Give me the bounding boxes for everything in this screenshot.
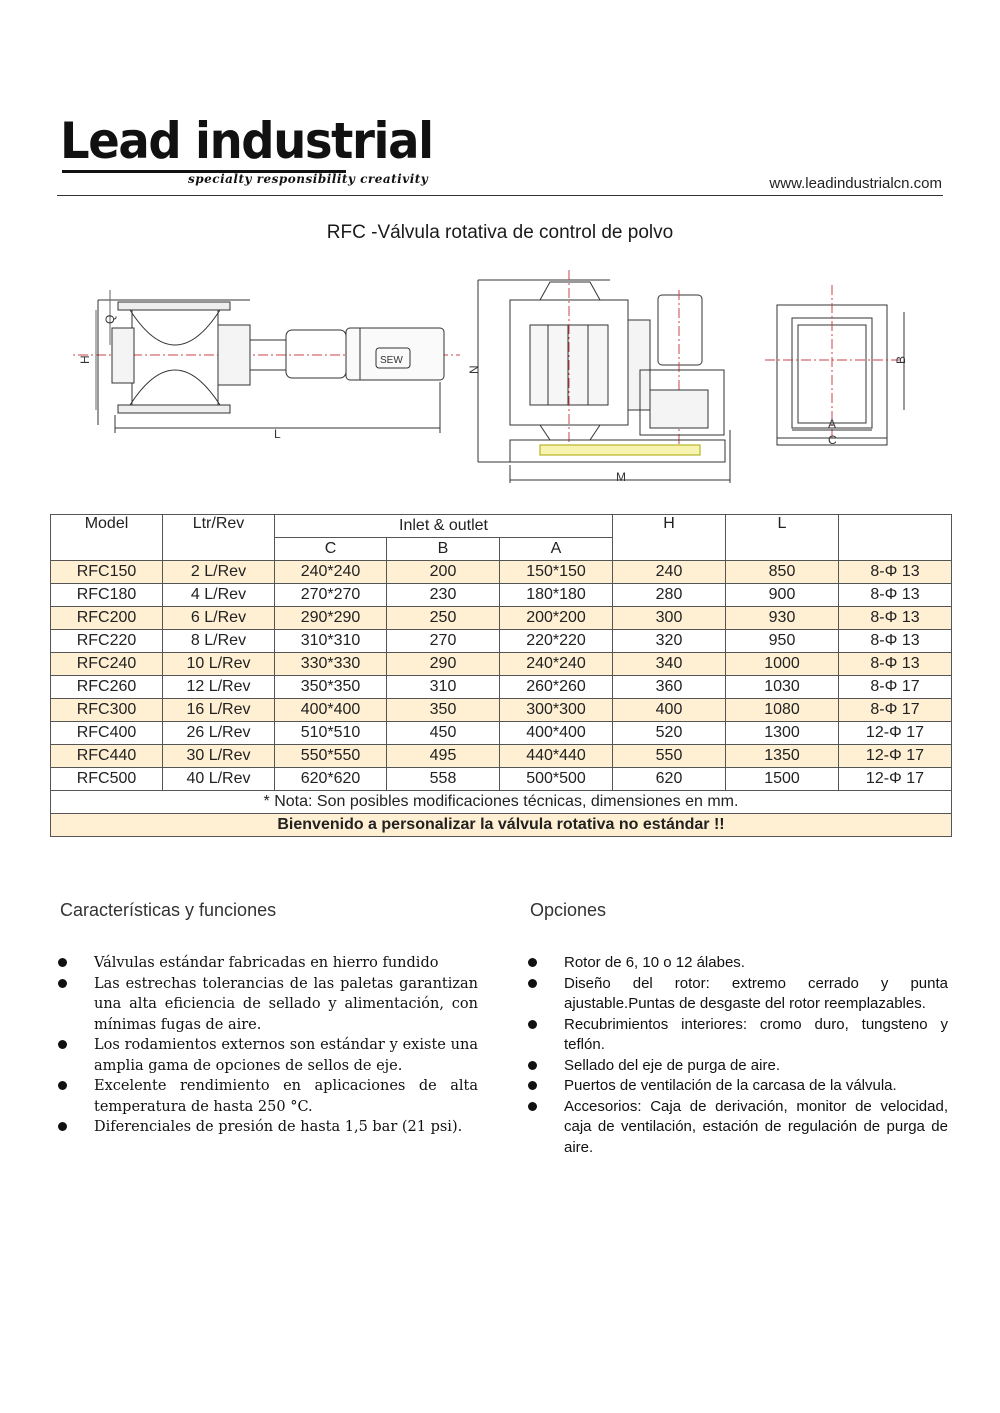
header-a: A bbox=[500, 538, 613, 561]
list-item-text: Las estrechas tolerancias de las paletas garantizan una alta eficiencia de sellado y alimentación, con mínimas fugas de aire. bbox=[94, 975, 478, 1033]
bullet-icon bbox=[58, 1040, 67, 1049]
header-inlet-outlet: Inlet & outlet bbox=[275, 515, 613, 538]
dim-label-a: A bbox=[828, 417, 837, 431]
cell-bolt: 8-Φ 13 bbox=[839, 584, 952, 607]
cell-b: 310 bbox=[387, 676, 500, 699]
spec-table bbox=[50, 514, 952, 837]
list-item bbox=[58, 1076, 478, 1117]
bullet-icon bbox=[58, 979, 67, 988]
cell-ltr: 40 L/Rev bbox=[163, 768, 275, 791]
cell-a: 400*400 bbox=[500, 722, 613, 745]
list-item bbox=[528, 1056, 948, 1077]
cell-c: 350*350 bbox=[275, 676, 387, 699]
table-row bbox=[51, 607, 952, 630]
cell-ltr: 4 L/Rev bbox=[163, 584, 275, 607]
table-row bbox=[51, 630, 952, 653]
cell-b: 290 bbox=[387, 653, 500, 676]
dim-label-c: C bbox=[828, 433, 837, 447]
cell-ltr: 6 L/Rev bbox=[163, 607, 275, 630]
dim-label-b: B bbox=[894, 355, 908, 364]
list-item-text: Rotor de 6, 10 o 12 álabes. bbox=[564, 954, 745, 971]
cell-ltr: 10 L/Rev bbox=[163, 653, 275, 676]
bullet-icon bbox=[528, 1020, 537, 1029]
cell-h: 550 bbox=[613, 745, 726, 768]
cell-c: 550*550 bbox=[275, 745, 387, 768]
table-welcome-row bbox=[51, 814, 952, 837]
header-bolt bbox=[839, 515, 952, 561]
cell-a: 500*500 bbox=[500, 768, 613, 791]
cell-bolt: 8-Φ 17 bbox=[839, 676, 952, 699]
cell-h: 280 bbox=[613, 584, 726, 607]
cell-bolt: 12-Φ 17 bbox=[839, 745, 952, 768]
cell-c: 240*240 bbox=[275, 561, 387, 584]
cell-b: 250 bbox=[387, 607, 500, 630]
document-title: RFC -Válvula rotativa de control de polvo bbox=[326, 222, 674, 243]
header-b: B bbox=[387, 538, 500, 561]
cell-h: 400 bbox=[613, 699, 726, 722]
cell-model: RFC180 bbox=[51, 584, 163, 607]
website-url[interactable]: www.leadindustrialcn.com bbox=[769, 175, 942, 192]
table-row bbox=[51, 699, 952, 722]
list-item bbox=[528, 1076, 948, 1097]
technical-drawings bbox=[70, 270, 930, 490]
header-l: L bbox=[726, 515, 839, 561]
cell-model: RFC260 bbox=[51, 676, 163, 699]
list-item-text: Puertos de ventilación de la carcasa de la válvula. bbox=[564, 1077, 897, 1094]
table-welcome-text: Bienvenido a personalizar la válvula rotativa no estándar !! bbox=[51, 814, 952, 837]
cell-bolt: 12-Φ 17 bbox=[839, 768, 952, 791]
features-list bbox=[58, 953, 478, 1138]
cell-b: 450 bbox=[387, 722, 500, 745]
cell-l: 1080 bbox=[726, 699, 839, 722]
list-item-text: Accesorios: Caja de derivación, monitor de velocidad, caja de ventilación, estación de regulación de purga de aire. bbox=[564, 1097, 948, 1156]
cell-a: 300*300 bbox=[500, 699, 613, 722]
cell-a: 200*200 bbox=[500, 607, 613, 630]
features-title: Características y funciones bbox=[60, 900, 277, 920]
cell-a: 220*220 bbox=[500, 630, 613, 653]
list-item bbox=[528, 1015, 948, 1056]
cell-a: 150*150 bbox=[500, 561, 613, 584]
list-item-text: Válvulas estándar fabricadas en hierro fundido bbox=[94, 955, 439, 971]
cell-h: 240 bbox=[613, 561, 726, 584]
features-section bbox=[58, 900, 478, 1138]
dim-label-n: N bbox=[467, 365, 481, 374]
header-c: C bbox=[275, 538, 387, 561]
dim-label-h: H bbox=[78, 355, 92, 364]
cell-l: 900 bbox=[726, 584, 839, 607]
table-note: * Nota: Son posibles modificaciones técnicas, dimensiones en mm. bbox=[51, 791, 952, 814]
list-item bbox=[58, 1117, 478, 1138]
bullet-icon bbox=[58, 1122, 67, 1131]
list-item-text: Excelente rendimiento en aplicaciones de alta temperatura de hasta 250 °C. bbox=[94, 1078, 478, 1115]
cell-l: 1000 bbox=[726, 653, 839, 676]
cell-model: RFC500 bbox=[51, 768, 163, 791]
cell-ltr: 30 L/Rev bbox=[163, 745, 275, 768]
cell-h: 320 bbox=[613, 630, 726, 653]
header-h: H bbox=[613, 515, 726, 561]
dim-label-q: Q bbox=[103, 314, 117, 324]
list-item-text: Diseño del rotor: extremo cerrado y punta ajustable.Puntas de desgaste del rotor reemplazables. bbox=[564, 974, 948, 1012]
table-row bbox=[51, 768, 952, 791]
cell-model: RFC200 bbox=[51, 607, 163, 630]
cell-l: 950 bbox=[726, 630, 839, 653]
cell-ltr: 8 L/Rev bbox=[163, 630, 275, 653]
bullet-icon bbox=[528, 979, 537, 988]
cell-ltr: 2 L/Rev bbox=[163, 561, 275, 584]
cell-bolt: 8-Φ 13 bbox=[839, 653, 952, 676]
cell-b: 230 bbox=[387, 584, 500, 607]
cell-l: 1500 bbox=[726, 768, 839, 791]
side-view-drawing bbox=[70, 290, 460, 441]
cell-c: 310*310 bbox=[275, 630, 387, 653]
table-row bbox=[51, 653, 952, 676]
cell-bolt: 12-Φ 17 bbox=[839, 722, 952, 745]
table-row bbox=[51, 561, 952, 584]
table-row bbox=[51, 722, 952, 745]
cell-b: 495 bbox=[387, 745, 500, 768]
cell-model: RFC240 bbox=[51, 653, 163, 676]
header-divider bbox=[57, 195, 943, 196]
company-logo bbox=[60, 112, 433, 186]
cell-b: 200 bbox=[387, 561, 500, 584]
cell-model: RFC440 bbox=[51, 745, 163, 768]
cell-bolt: 8-Φ 13 bbox=[839, 630, 952, 653]
options-section bbox=[528, 900, 948, 1158]
list-item bbox=[528, 1097, 948, 1159]
bullet-icon bbox=[58, 958, 67, 967]
cell-b: 350 bbox=[387, 699, 500, 722]
cell-model: RFC400 bbox=[51, 722, 163, 745]
list-item-text: Los rodamientos externos son estándar y existe una amplia gama de opciones de sellos de eje. bbox=[94, 1037, 478, 1074]
header-ltr-rev: Ltr/Rev bbox=[163, 515, 275, 561]
bullet-icon bbox=[528, 1061, 537, 1070]
table-row bbox=[51, 584, 952, 607]
cell-model: RFC150 bbox=[51, 561, 163, 584]
cell-a: 260*260 bbox=[500, 676, 613, 699]
list-item-text: Diferenciales de presión de hasta 1,5 bar (21 psi). bbox=[94, 1119, 463, 1135]
cell-b: 558 bbox=[387, 768, 500, 791]
list-item bbox=[58, 974, 478, 1036]
cell-l: 1300 bbox=[726, 722, 839, 745]
cell-model: RFC220 bbox=[51, 630, 163, 653]
cell-c: 330*330 bbox=[275, 653, 387, 676]
table-note-row bbox=[51, 791, 952, 814]
table-row bbox=[51, 745, 952, 768]
cell-b: 270 bbox=[387, 630, 500, 653]
cell-l: 930 bbox=[726, 607, 839, 630]
cell-bolt: 8-Φ 13 bbox=[839, 607, 952, 630]
cell-h: 620 bbox=[613, 768, 726, 791]
motor-brand-label: SEW bbox=[380, 355, 403, 366]
cell-bolt: 8-Φ 13 bbox=[839, 561, 952, 584]
cell-c: 620*620 bbox=[275, 768, 387, 791]
cell-h: 520 bbox=[613, 722, 726, 745]
cell-h: 360 bbox=[613, 676, 726, 699]
list-item bbox=[528, 953, 948, 974]
cell-bolt: 8-Φ 17 bbox=[839, 699, 952, 722]
options-title: Opciones bbox=[530, 900, 607, 920]
cell-h: 340 bbox=[613, 653, 726, 676]
table-row bbox=[51, 676, 952, 699]
cell-c: 510*510 bbox=[275, 722, 387, 745]
bullet-icon bbox=[528, 1102, 537, 1111]
cell-l: 850 bbox=[726, 561, 839, 584]
dim-label-l: L bbox=[274, 427, 281, 441]
list-item bbox=[58, 1035, 478, 1076]
cell-c: 290*290 bbox=[275, 607, 387, 630]
cell-ltr: 12 L/Rev bbox=[163, 676, 275, 699]
cell-c: 270*270 bbox=[275, 584, 387, 607]
dim-label-m: M bbox=[616, 470, 626, 484]
options-list bbox=[528, 953, 948, 1158]
bullet-icon bbox=[58, 1081, 67, 1090]
cell-a: 240*240 bbox=[500, 653, 613, 676]
list-item bbox=[58, 953, 478, 974]
top-view-drawing bbox=[765, 285, 908, 447]
cell-l: 1350 bbox=[726, 745, 839, 768]
header-model: Model bbox=[51, 515, 163, 561]
cell-a: 180*180 bbox=[500, 584, 613, 607]
cell-model: RFC300 bbox=[51, 699, 163, 722]
table-header-row bbox=[51, 515, 952, 538]
cell-c: 400*400 bbox=[275, 699, 387, 722]
bullet-icon bbox=[528, 1081, 537, 1090]
front-view-drawing bbox=[467, 270, 730, 484]
cell-l: 1030 bbox=[726, 676, 839, 699]
list-item-text: Sellado del eje de purga de aire. bbox=[564, 1056, 780, 1074]
cell-ltr: 26 L/Rev bbox=[163, 722, 275, 745]
list-item-text: Recubrimientos interiores: cromo duro, tungsteno y teflón. bbox=[564, 1015, 948, 1053]
cell-h: 300 bbox=[613, 607, 726, 630]
cell-ltr: 16 L/Rev bbox=[163, 699, 275, 722]
bullet-icon bbox=[528, 958, 537, 967]
logo-tagline: specialty responsibility creativity bbox=[188, 172, 429, 186]
logo-title: Lead industrial bbox=[60, 112, 433, 170]
cell-a: 440*440 bbox=[500, 745, 613, 768]
list-item bbox=[528, 974, 948, 1015]
